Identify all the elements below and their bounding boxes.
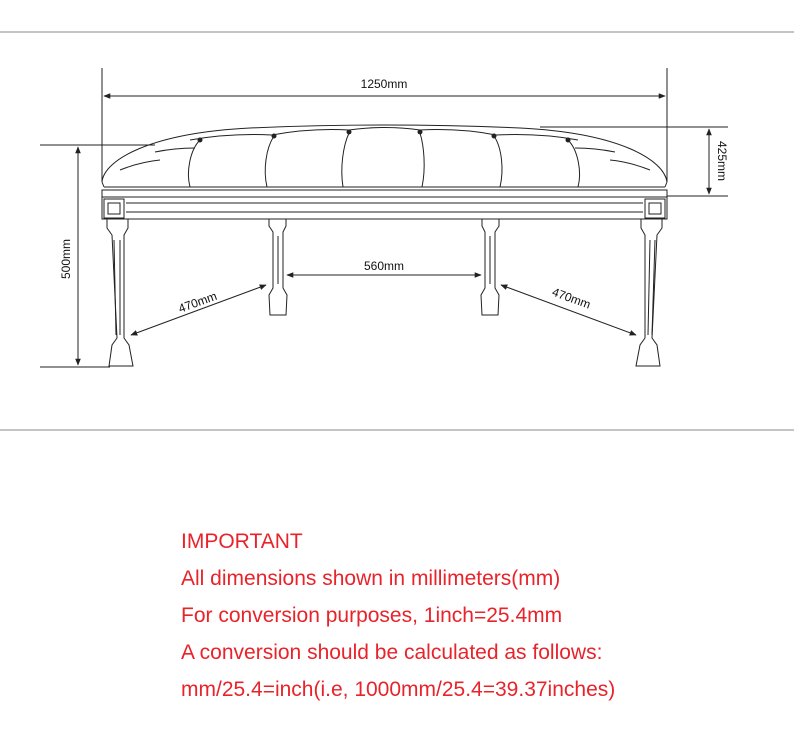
note-line-1: All dimensions shown in millimeters(mm) xyxy=(181,567,561,590)
conversion-notes xyxy=(181,523,781,708)
overall-height-label: 500mm xyxy=(59,238,73,280)
bench-drawing xyxy=(102,125,667,366)
dimension-lines xyxy=(40,68,728,367)
notes-heading: IMPORTANT xyxy=(181,530,303,553)
note-line-4: mm/25.4=inch(i.e, 1000mm/25.4=39.37inches) xyxy=(181,678,616,701)
inner-leg-spacing-label: 560mm xyxy=(363,259,405,273)
note-line-2: For conversion purposes, 1inch=25.4mm xyxy=(181,604,563,627)
note-line-3: A conversion should be calculated as follows: xyxy=(181,641,603,664)
right-leg-spacing-label: 470mm xyxy=(550,284,593,312)
seat-height-label: 425mm xyxy=(715,140,729,182)
left-leg-spacing-label: 470mm xyxy=(176,288,219,316)
overall-width-label: 1250mm xyxy=(360,77,408,91)
